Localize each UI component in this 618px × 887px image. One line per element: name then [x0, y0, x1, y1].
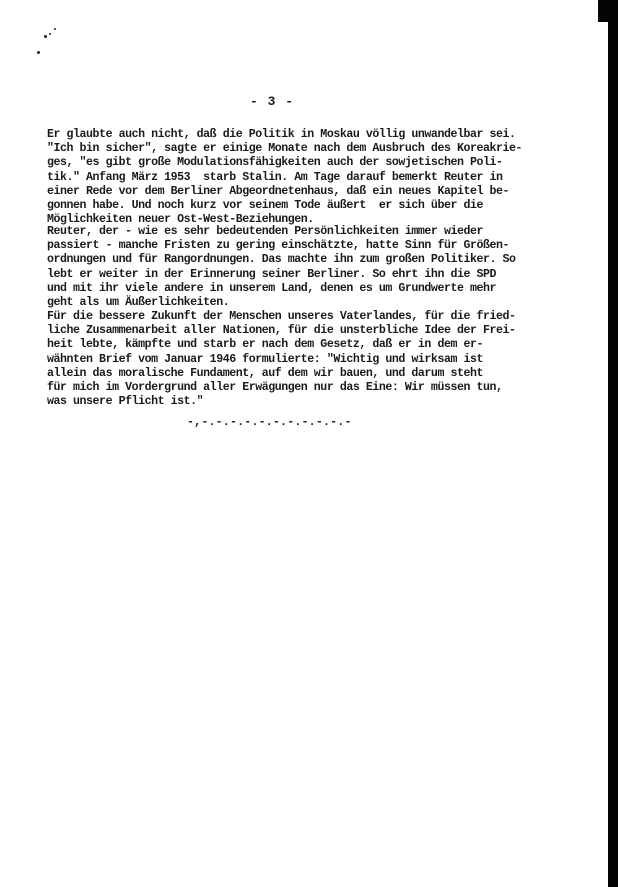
- text-line: Reuter, der - wie es sehr bedeutenden Persönlichkeiten immer wieder: [47, 225, 483, 238]
- scan-speck: [44, 35, 47, 38]
- text-line: "Ich bin sicher", sagte er einige Monate nach dem Ausbruch des Koreakrie-: [47, 142, 523, 156]
- text-line: gonnen habe. Und noch kurz vor seinem Tode äußert er sich über die: [47, 199, 483, 213]
- scan-speck: [54, 28, 56, 30]
- paragraph-1: [47, 128, 587, 227]
- scan-speck: [37, 51, 40, 54]
- text-line: allein das moralische Fundament, auf dem wir bauen, und darum steht: [47, 366, 483, 380]
- text-line: lebt er weiter in der Erinnerung seiner Berliner. So ehrt ihn die SPD: [47, 267, 497, 281]
- text-line: Er glaubte auch nicht, daß die Politik in Moskau völlig unwandelbar sei.: [47, 128, 516, 141]
- scan-edge-right: [608, 0, 618, 887]
- text-line: heit lebte, kämpfte und starb er nach dem Gesetz, daß er in dem er-: [47, 338, 483, 352]
- text-line: wähnten Brief vom Januar 1946 formulierte: "Wichtig und wirksam ist: [47, 352, 483, 366]
- text-line: einer Rede vor dem Berliner Abgeordnetenhaus, daß ein neues Kapitel be-: [47, 184, 510, 198]
- text-line: liche Zusammenarbeit aller Nationen, für die unsterbliche Idee der Frei-: [47, 324, 516, 338]
- text-line: ordnungen und für Rangordnungen. Das machte ihn zum großen Politiker. So: [47, 253, 516, 267]
- text-line: ges, "es gibt große Modulationsfähigkeiten auch der sowjetischen Poli-: [47, 156, 503, 170]
- text-line: und mit ihr viele andere in unserem Land, denen es um Grundwerte mehr: [47, 281, 497, 295]
- text-line: tik." Anfang März 1953 starb Stalin. Am Tage darauf bemerkt Reuter in: [47, 170, 503, 184]
- text-line: was unsere Pflicht ist.": [47, 395, 204, 409]
- text-line: für mich im Vordergrund aller Erwägungen nur das Eine: Wir müssen tun,: [47, 381, 503, 395]
- text-line: Möglichkeiten neuer Ost-West-Beziehungen.: [47, 213, 314, 227]
- scan-edge-corner: [598, 0, 618, 22]
- page-number: - 3 -: [250, 94, 295, 109]
- text-line: Für die bessere Zukunft der Menschen unseres Vaterlandes, für die fried-: [47, 310, 516, 323]
- paragraph-2: [47, 225, 587, 310]
- scan-speck: [49, 33, 51, 35]
- text-line: geht als um Äußerlichkeiten.: [47, 296, 230, 310]
- text-line: passiert - manche Fristen zu gering einschätzte, hatte Sinn für Größen-: [47, 239, 510, 253]
- section-separator: -,-.-.-.-.-.-.-.-.-.-.-: [187, 416, 352, 429]
- paragraph-3: [47, 310, 587, 409]
